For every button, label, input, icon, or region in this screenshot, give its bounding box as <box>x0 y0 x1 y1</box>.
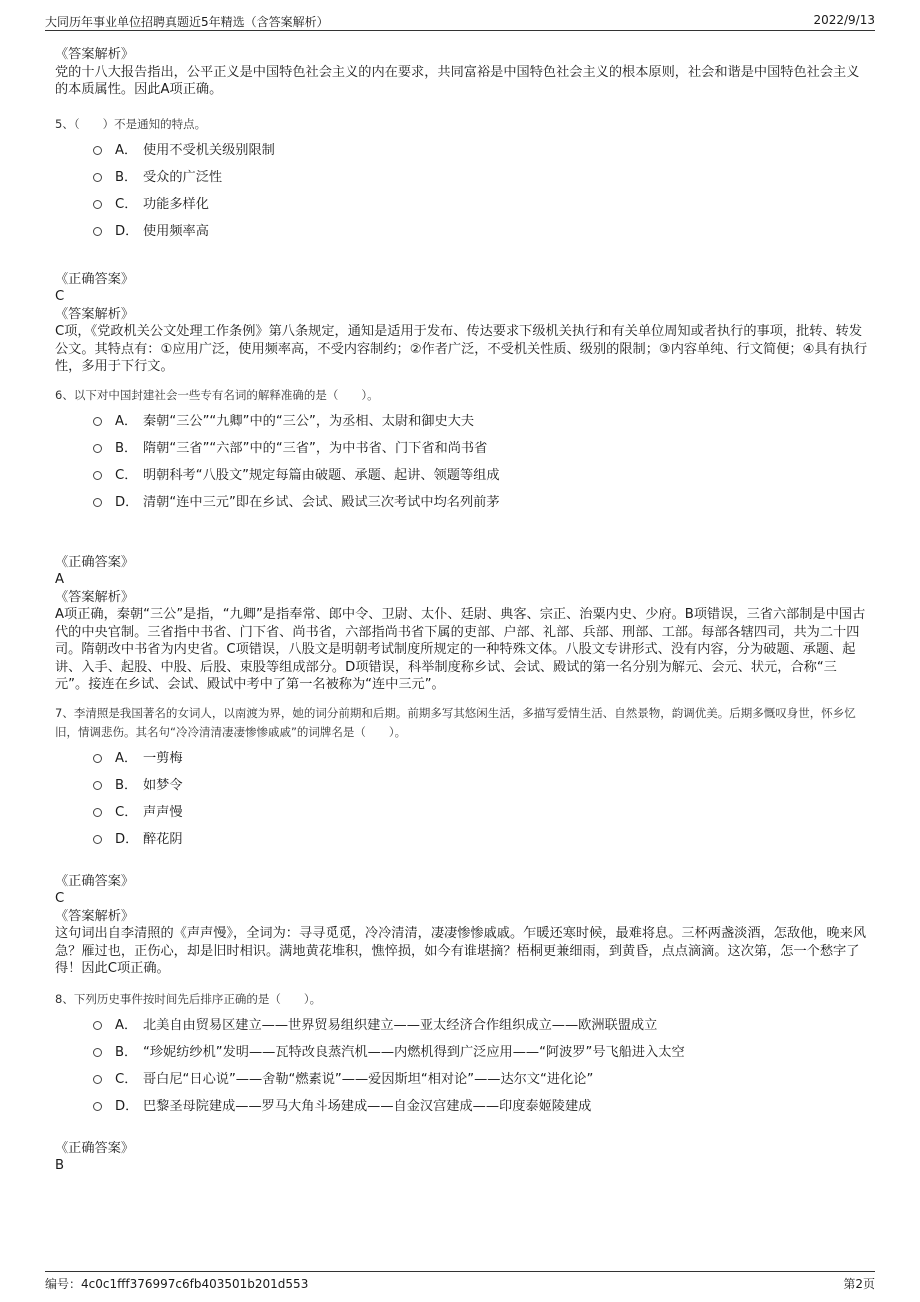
q5-option-c[interactable]: C． 功能多样化 <box>55 191 870 218</box>
radio-icon[interactable] <box>93 1021 102 1030</box>
q8-option-b[interactable]: B． “珍妮纺纱机”发明——瓦特改良蒸汽机——内燃机得到广泛应用——“阿波罗”号飞船进入太空 <box>55 1039 870 1066</box>
radio-icon[interactable] <box>93 1048 102 1057</box>
radio-icon[interactable] <box>93 227 102 236</box>
radio-icon[interactable] <box>93 754 102 763</box>
q7-option-d[interactable]: D． 醉花阴 <box>55 826 870 853</box>
q6-options <box>55 408 870 516</box>
q6-answer-label: 《正确答案》 <box>55 554 135 570</box>
radio-icon[interactable] <box>93 146 102 155</box>
q8-option-d[interactable]: D． 巴黎圣母院建成——罗马大角斗场建成——自金汉宫建成——印度泰姬陵建成 <box>55 1093 870 1120</box>
document-code: 编号：4c0c1fff376997c6fb403501b201d553 <box>45 1277 309 1291</box>
page-number: 第2页 <box>843 1277 875 1291</box>
radio-icon[interactable] <box>93 200 102 209</box>
radio-icon[interactable] <box>93 444 102 453</box>
q6-analysis: A项正确，秦朝“三公”是指，“九卿”是指奉常、郎中令、卫尉、太仆、廷尉、典客、宗正、治粟内史、少府。B项错误，三省六部制是中国古代的中央官制。三省指中书省、门下省、尚书省，六部指尚书省下属的吏部、户部、礼部、兵部、刑部、工部。每部各辖四司，共为二十四司。隋朝改中书省为内史省。C项错误，八股文是明朝考试制度所规定的一种特殊文体。八股文专讲形式、没有内容，分为破题、承题、起讲、入手、起股、中股、后股、束股等组成部分。D项错误，科举制度称乡试、会试、殿试的第一名分别为解元、会元、状元，合称“三元”。接连在乡试、会试、殿试中考中了第一名被称为“连中三元”。 <box>55 607 866 692</box>
q6-option-c[interactable]: C． 明朝科考“八股文”规定每篇由破题、承题、起讲、领题等组成 <box>55 462 870 489</box>
radio-icon[interactable] <box>93 417 102 426</box>
q7-answer-label: 《正确答案》 <box>55 873 135 889</box>
page-header <box>45 10 875 31</box>
q8-options <box>55 1012 870 1120</box>
q4-analysis-label: 《答案解析》 <box>55 47 135 62</box>
q8-option-a[interactable]: A． 北美自由贸易区建立——世界贸易组织建立——亚太经济合作组织成立——欧洲联盟成立 <box>55 1012 870 1039</box>
q8-answer: B <box>55 1158 65 1173</box>
radio-icon[interactable] <box>93 173 102 182</box>
q5-analysis-label: 《答案解析》 <box>55 306 135 322</box>
q7-option-a[interactable]: A． 一剪梅 <box>55 745 870 772</box>
q6-analysis-label: 《答案解析》 <box>55 589 135 605</box>
q6-question: 6、以下对中国封建社会一些专有名词的解释准确的是（ ）。 <box>55 387 379 402</box>
radio-icon[interactable] <box>93 1075 102 1084</box>
q6-option-a[interactable]: A． 秦朝“三公”“九卿”中的“三公”，为丞相、太尉和御史大夫 <box>55 408 870 435</box>
q7-analysis-label: 《答案解析》 <box>55 908 135 924</box>
page-footer <box>45 1271 875 1292</box>
q5-option-b[interactable]: B． 受众的广泛性 <box>55 164 870 191</box>
radio-icon[interactable] <box>93 471 102 480</box>
q6-option-d[interactable]: D． 清朝“连中三元”即在乡试、会试、殿试三次考试中均名列前茅 <box>55 489 870 516</box>
q8-answer-label: 《正确答案》 <box>55 1140 135 1156</box>
q7-analysis: 这句词出自李清照的《声声慢》，全词为：寻寻觅觅，冷冷清清，凄凄惨惨戚戚。乍暖还寒时候，最难将息。三杯两盏淡酒，怎敌他，晚来风急？雁过也，正伤心，却是旧时相识。满地黄花堆积，憔悴损，如今有谁堪摘？梧桐更兼细雨，到黄昏，点点滴滴。这次第，怎一个愁字了得！因此C项正确。 <box>55 926 867 976</box>
page-content <box>55 46 870 1175</box>
q5-answer-label: 《正确答案》 <box>55 271 135 287</box>
q7-question: 7、李清照是我国著名的女词人，以南渡为界，她的词分前期和后期。前期多写其悠闲生活，多描写爱情生活、自然景物，韵调优美。后期多慨叹身世，怀乡忆旧，情调悲伤。其名句“冷冷清清凄凄惨惨戚戚”的词牌名是（ ）。 <box>55 705 856 739</box>
q7-answer: C <box>55 891 65 906</box>
radio-icon[interactable] <box>93 808 102 817</box>
q5-analysis: C项，《党政机关公文处理工作条例》第八条规定，通知是适用于发布、传达要求下级机关执行和有关单位周知或者执行的事项，批转、转发公文。其特点有：①应用广泛，使用频率高，不受内容制约；②作者广泛，不受机关性质、级别的限制；③内容单纯、行文简便；④具有执行性，多用于下行文。 <box>55 324 868 374</box>
q8-question: 8、下列历史事件按时间先后排序正确的是（ ）。 <box>55 991 322 1006</box>
radio-icon[interactable] <box>93 1102 102 1111</box>
q6-answer: A <box>55 572 65 587</box>
q5-options <box>55 137 870 245</box>
q4-analysis: 党的十八大报告指出，公平正义是中国特色社会主义的内在要求，共同富裕是中国特色社会主义的根本原则，社会和谐是中国特色社会主义的本质属性。因此A项正确。 <box>55 64 860 97</box>
q5-option-d[interactable]: D． 使用频率高 <box>55 218 870 245</box>
radio-icon[interactable] <box>93 781 102 790</box>
q7-option-c[interactable]: C． 声声慢 <box>55 799 870 826</box>
q5-question: 5、（ ）不是通知的特点。 <box>55 116 207 131</box>
q5-answer: C <box>55 289 65 304</box>
radio-icon[interactable] <box>93 498 102 507</box>
q6-option-b[interactable]: B． 隋朝“三省”“六部”中的“三省”，为中书省、门下省和尚书省 <box>55 435 870 462</box>
q7-option-b[interactable]: B． 如梦令 <box>55 772 870 799</box>
radio-icon[interactable] <box>93 835 102 844</box>
document-title: 大同历年事业单位招聘真题近5年精选（含答案解析） <box>45 15 329 29</box>
q5-option-a[interactable]: A． 使用不受机关级别限制 <box>55 137 870 164</box>
q7-options <box>55 745 870 853</box>
document-date: 2022/9/13 <box>813 13 875 27</box>
q8-option-c[interactable]: C． 哥白尼“日心说”——舍勒“燃素说”——爱因斯坦“相对论”——达尔文“进化论” <box>55 1066 870 1093</box>
